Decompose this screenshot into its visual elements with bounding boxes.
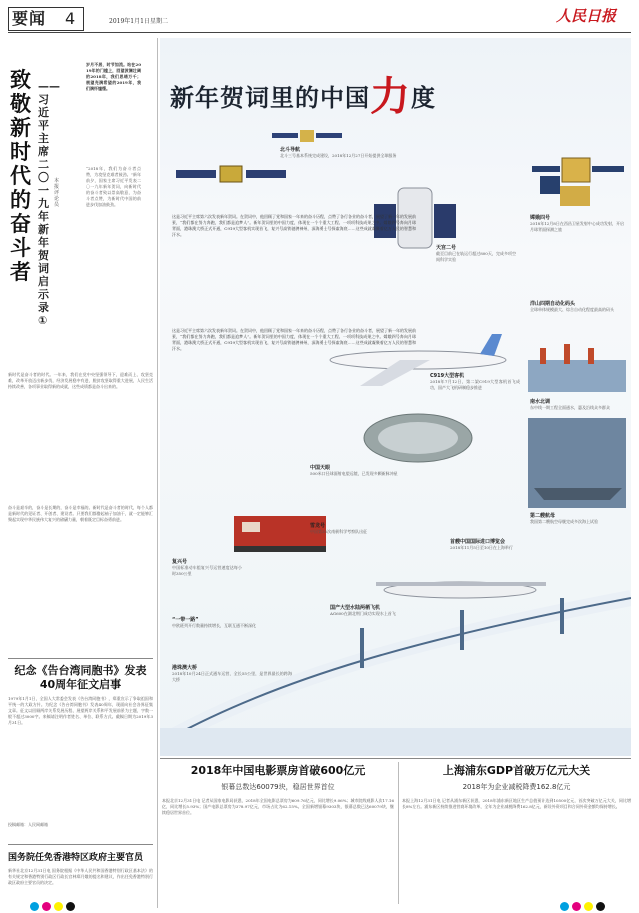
section-name: 要闻 [12,9,47,28]
magenta-dot [42,902,51,911]
issue-weekday: 星期二 [150,18,169,25]
gdp-title: 上海浦东GDP首破万亿元大关 [442,764,591,777]
lead-p2: “2018年，我们为奋斗者点赞，为攻坚克难者鼓劲。”新年前夕，国家主席习近平发表二〇一九年新年贺词，向新时代的奋斗者致以崇高敬意，为奋斗者点赞，为新时代中国的前进步伐加油鼓劲。 [86,166,141,207]
beidou-satellite-icon [272,130,342,142]
issue-date: 2019年1月1日 [109,18,150,25]
taiwan-body: 1979年1月1日，全国人大常委会发表《告台湾同胞书》，郑重宣示了争取祖国和平统一的大政方针。为纪念《告台湾同胞书》发表40周年，现面向社会各界征集文章。征文以回顾两岸关系发展历程、展望两岸关系和平发展前景为主题，字数一般不超过3000字。来稿请注明作者姓名、单位、联系方式。截稿日期为2019年3月31日。 [8,696,153,725]
caption-c919: C919大型客机 2018年7月12日，第二架C919大型客机首飞成功，国产大飞机研制稳步推进 [430,373,520,390]
page-number: 4 [65,9,76,28]
lead-subtitle: ——习近平主席二〇一九年新年贺词启示录① [38,80,60,327]
feature-title-part-b: 度 [411,84,436,112]
magenta-dot [572,902,581,911]
caption-belt-road: “一带一路” 中欧班列开行数量持续增长，互联互通不断深化 [172,617,256,628]
film-subtitle: 银幕总数达60079块，稳居世界首位 [221,783,335,791]
gdp-body: 本报上海12月31日电 记者从浦东新区获悉，2018年浦东新区地区生产总值预计达到10500亿元，首次突破万亿元大关，同比增长8%左右。浦东新区持续推进营商环境改革，全年为企业减税降费162.8亿元，新设外资项目和合同外资金额均保持增长。 [402,798,631,809]
taiwan-title: 纪念《告台湾同胞书》发表40周年征文启事 [14,664,147,691]
lead-p1: 岁月不居，时节如流。站在2019年的门槛上，回望波澜壮阔的2018年，我们思绪万千；展望充满希望的2019年，我们满怀憧憬。 [86,62,141,91]
feature-title-part-a: 新年贺词里的中国 [170,84,370,112]
satellite-left-icon [176,166,286,182]
aircraft-carrier-icon [528,418,626,508]
lead-title: 致敬新时代的奋斗者 [10,68,31,284]
cyan-dot [30,902,39,911]
lead-p4: 奋斗是艰辛的，奋斗是长期的，奋斗是幸福的。新时代是奋斗者的时代，每个人都是新时代的见证者、开创者、建设者。只要我们都撸起袖子加油干，就一定能够汇聚起实现中华民族伟大复兴的磅礴力量，朝着既定目标奋勇前进。 [8,505,153,522]
caption-carrier: 第二艘航母 我国第二艘航空母舰完成多次海上试验 [530,513,598,524]
column-divider [157,38,158,908]
sea-band [160,728,631,756]
feature-title-big: 力 [370,74,411,120]
caption-fuxing: 复兴号 中国标准动车组复兴号运营速度达每小时350公里 [172,559,242,576]
black-dot [66,902,75,911]
story-film [162,762,394,902]
divider [8,844,153,845]
hk-body: 新华社北京12月31日电 国务院根据《中华人民共和国香港特别行政区基本法》的有关规定和香港特别行政区行政长官林郑月娥的提名和建议，作出任免香港特别行政区政府主要官员的决定。 [8,868,153,885]
caption-snowdragon: 雪龙号 中国第35次南极科学考察队出征 [310,523,368,534]
film-title: 2018年中国电影票房首破600亿元 [190,764,366,777]
caption-port: 洋山四期自动化码头 全球单体规模最大、综合自动化程度最高的码头 [530,301,614,312]
amphibious-plane-icon [376,582,546,598]
story-gdp [402,762,631,902]
column-divider [398,762,399,904]
caption-change: 嫦娥四号 2018年12月8日在西昌卫星发射中心成功发射，开启月球背面探测之旅 [530,215,624,232]
caption-beidou: 北斗导航 北斗三号基本系统完成建设，2018年12月27日开始提供全球服务 [280,147,397,158]
divider [160,758,631,759]
header-rule [8,32,631,33]
caption-expo: 首艘中国国际进口博览会 2018年11月5日至10日在上海举行 [450,539,513,550]
lead-byline: 本报评论员 [54,178,60,208]
divider [8,658,153,659]
story-hk [8,848,153,906]
yellow-dot [584,902,593,911]
cyan-dot [560,902,569,911]
black-dot [596,902,605,911]
registration-marks-left [30,902,90,912]
registration-marks-right [560,902,620,912]
caption-fast: 中国天眼 500米口径球面射电望远镜，已发现多颗新脉冲星 [310,465,398,476]
feature-panel [160,38,631,756]
taiwan-contact: 投稿邮箱：人民网邮箱 [8,822,48,827]
caption-ag600: 国产大型水陆两栖飞机 AG600在湖北荆门成功实现水上首飞 [330,605,396,616]
gdp-subtitle: 2018年为企业减税降费162.8亿元 [462,783,571,791]
hk-title: 国务院任免香港特区政府主要官员 [8,853,144,863]
film-body: 本报北京12月31日电 记者从国家电影局获悉，2018年全国电影总票房为609.76亿元，同比增长9.06%；城市院线观影人次17.16亿，同比增长5.93%；国产电影总票房为378.97亿元，市场占比为62.15%。全国新增银幕9303块，银幕总数已达60079块，继续稳居世界首位。 [162,798,394,815]
newspaper-logo: 人民日报 [556,7,617,25]
lead-p3: 新时代是奋斗者的时代。一年来，我们在党中央坚强领导下，迎难而上、攻坚克难，改革开放迈出新步伐，经济发展稳中有进，脱贫攻坚取得重大进展，人民生活持续改善，各项事业取得新的成就，这些成绩都是奋斗出来的。 [8,372,153,389]
caption-hzmb: 港珠澳大桥 2018年10月24日正式通车运营，全长55公里，是世界最长的跨海大桥 [172,665,292,682]
story-taiwan [8,662,153,842]
caption-water: 南水北调 东中线一期工程全面通水，惠及沿线众多群众 [530,399,610,410]
lead-editorial [8,60,153,370]
feature-intro: 这是习近平主席第六次发表新年贺词。在贺词中，他回顾了党和国家一年来的奋斗历程，点赞了各行各业的奋斗者，展望了新一年的发展前景，“我们都在努力奔跑，我们都是追梦人”。新年贺词里的中国力度，体现在一个个重大工程、一项项科技成果之中。嫦娥四号奔向月球背面，港珠澳大桥正式开通，C919大型客机实现首飞，复兴号高铁驰骋神州，深海勇士号探索海底……这些成就凝聚着亿万人民的智慧和汗水。 [172,214,416,237]
caption-tiangong: 天宫二号 截至目前已在轨运行超过800天，完成多项空间科学实验 [436,245,516,262]
feature-intro-cont: 这是习近平主席第六次发表新年贺词。在贺词中，他回顾了党和国家一年来的奋斗历程，点赞了各行各业的奋斗者，展望了新一年的发展前景，“我们都在努力奔跑，我们都是追梦人”。新年贺词里的中国力度，体现在一个个重大工程、一项项科技成果之中。嫦娥四号奔向月球背面，港珠澳大桥正式开通，C919大型客机实现首飞，复兴号高铁驰骋神州，深海勇士号探索海底……这些成就凝聚着亿万人民的智慧和汗水。 [172,328,416,351]
port-icon [528,344,626,392]
yellow-dot [54,902,63,911]
page-header [0,0,639,36]
